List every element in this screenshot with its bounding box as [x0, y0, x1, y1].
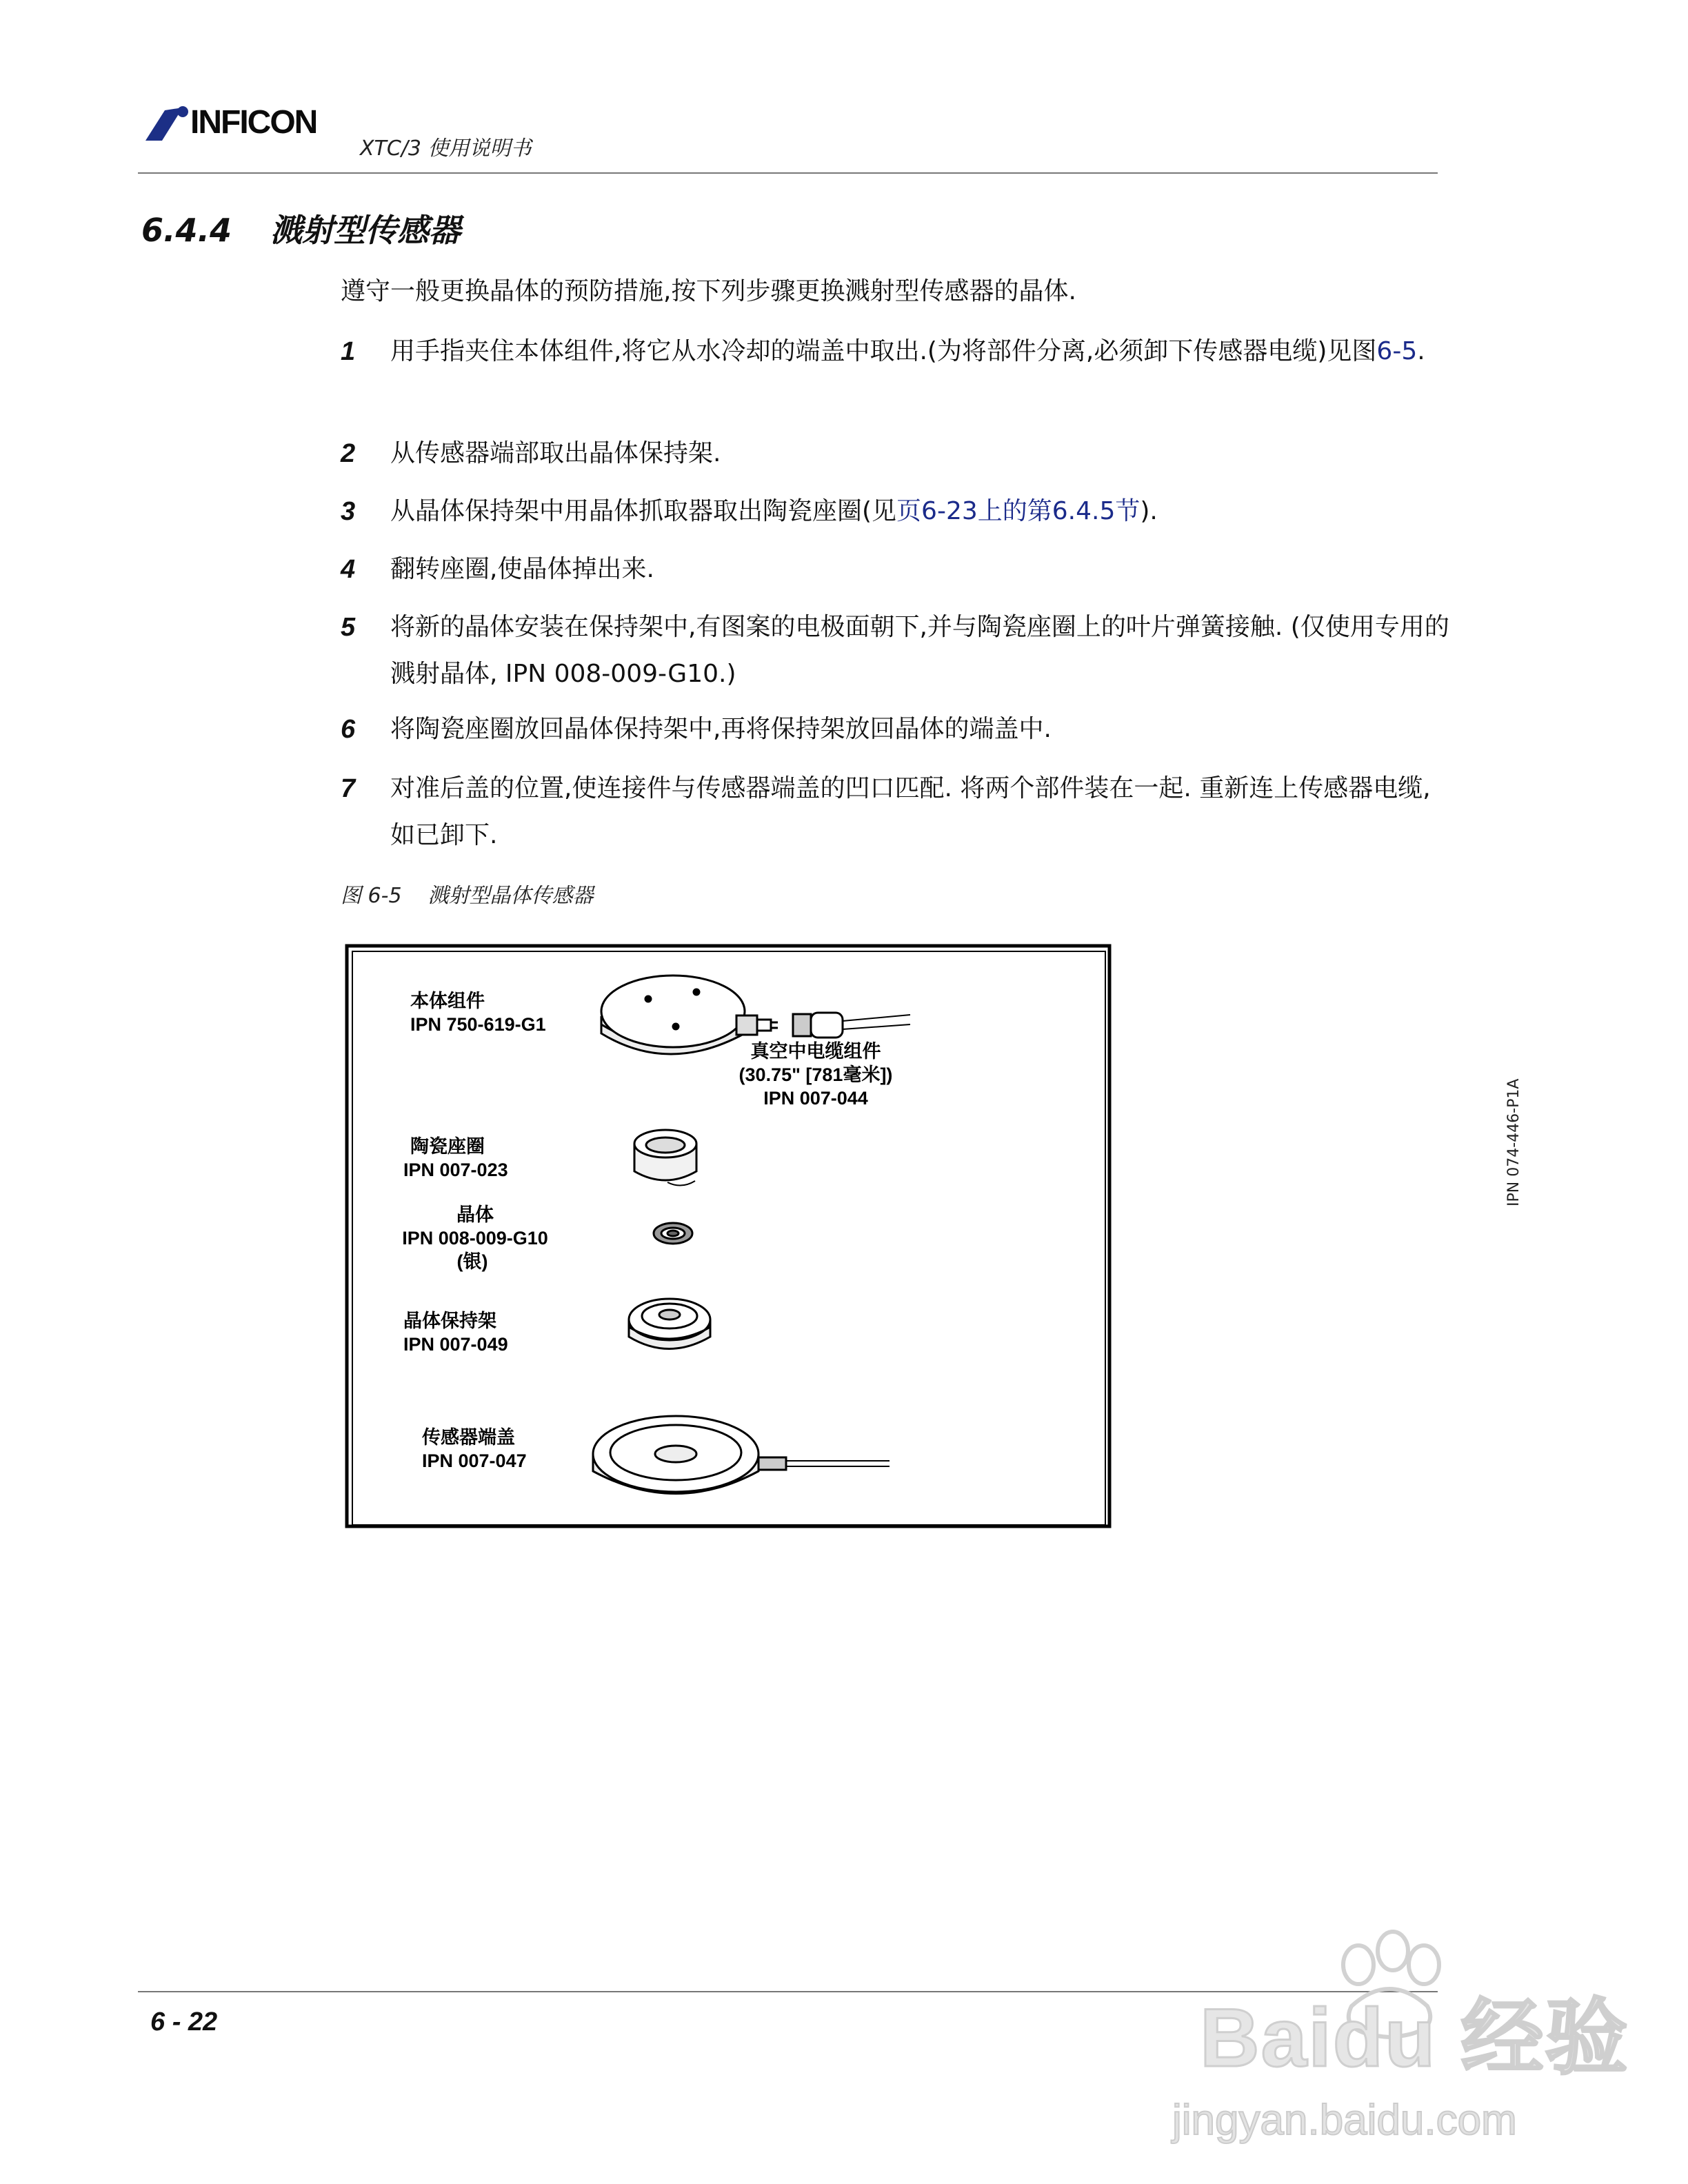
label-crystal-ipn: IPN 008-009-G10 [402, 1228, 548, 1248]
section-heading [141, 205, 461, 251]
step-text: 对准后盖的位置,使连接件与传感器端盖的凹口匹配. 将两个部件装在一起. 重新连上传感器电缆,如已卸下. [390, 774, 1431, 849]
label-retainer-ipn: IPN 007-023 [403, 1160, 508, 1180]
label-cap-ipn: IPN 007-047 [422, 1450, 527, 1471]
label-holder-name: 晶体保持架 [403, 1311, 496, 1331]
crystal-drawing [654, 1223, 692, 1244]
header-divider [138, 172, 1438, 174]
label-crystal-note: (银) [456, 1251, 488, 1272]
step-text: 翻转座圈,使晶体掉出来. [390, 555, 654, 583]
section-title: 溅射型传感器 [270, 212, 461, 249]
crystal-holder-drawing [629, 1299, 710, 1349]
side-document-code: IPN 074-446-P1A [1505, 1078, 1523, 1206]
step-text: 从晶体保持架中用晶体抓取器取出陶瓷座圈(见页6-23上的第6.4.5节). [390, 497, 1158, 525]
figure-link[interactable]: 6-5 [1376, 337, 1418, 365]
watermark-url: jingyan.baidu.com [1172, 2096, 1517, 2144]
label-cable-length: (30.75" [781毫米]) [738, 1064, 893, 1085]
brand-logo-text: INFICON [190, 104, 317, 141]
step-number: 4 [341, 555, 356, 584]
step-text: 将新的晶体安装在保持架中,有图案的电极面朝下,并与陶瓷座圈上的叶片弹簧接触. (仅使用专用的溅射晶体, IPN 008-009-G10.) [390, 613, 1449, 688]
sensor-exploded-diagram [345, 944, 1113, 1530]
label-cable-ipn: IPN 007-044 [763, 1088, 868, 1109]
step-number: 1 [341, 337, 356, 366]
figure-caption-text: 溅射型晶体传感器 [428, 884, 594, 908]
step-number: 5 [341, 613, 356, 642]
label-cable-name: 真空中电缆组件 [750, 1041, 881, 1062]
label-crystal-name: 晶体 [456, 1204, 494, 1225]
step-number: 7 [341, 774, 356, 803]
step-number: 6 [341, 715, 356, 744]
label-holder-ipn: IPN 007-049 [403, 1334, 508, 1355]
label-cap-name: 传感器端盖 [422, 1427, 515, 1448]
intro-paragraph: 遵守一般更换晶体的预防措施,按下列步骤更换溅射型传感器的晶体. [341, 277, 1076, 305]
figure-caption [341, 878, 594, 909]
figure-number: 图 6-5 [341, 884, 402, 908]
watermark-brand: Baidu 经验 [1200, 1992, 1629, 2084]
step-number: 2 [341, 439, 356, 468]
step-text: 从传感器端部取出晶体保持架. [390, 439, 721, 467]
step-text: 将陶瓷座圈放回晶体保持架中,再将保持架放回晶体的端盖中. [390, 715, 1052, 743]
page-number: 6 - 22 [150, 2008, 218, 2036]
section-number: 6.4.4 [141, 212, 232, 249]
label-body-ipn: IPN 750-619-G1 [410, 1014, 546, 1035]
step-number: 3 [341, 497, 356, 526]
step-text: 用手指夹住本体组件,将它从水冷却的端盖中取出.(为将部件分离,必须卸下传感器电缆)见图6-5. [390, 337, 1425, 365]
document-title: XTC/3 使用说明书 [360, 136, 532, 161]
label-retainer-name: 陶瓷座圈 [410, 1136, 485, 1157]
label-body-name: 本体组件 [410, 991, 485, 1011]
section-link[interactable]: 页6-23上的第6.4.5节 [896, 497, 1141, 525]
